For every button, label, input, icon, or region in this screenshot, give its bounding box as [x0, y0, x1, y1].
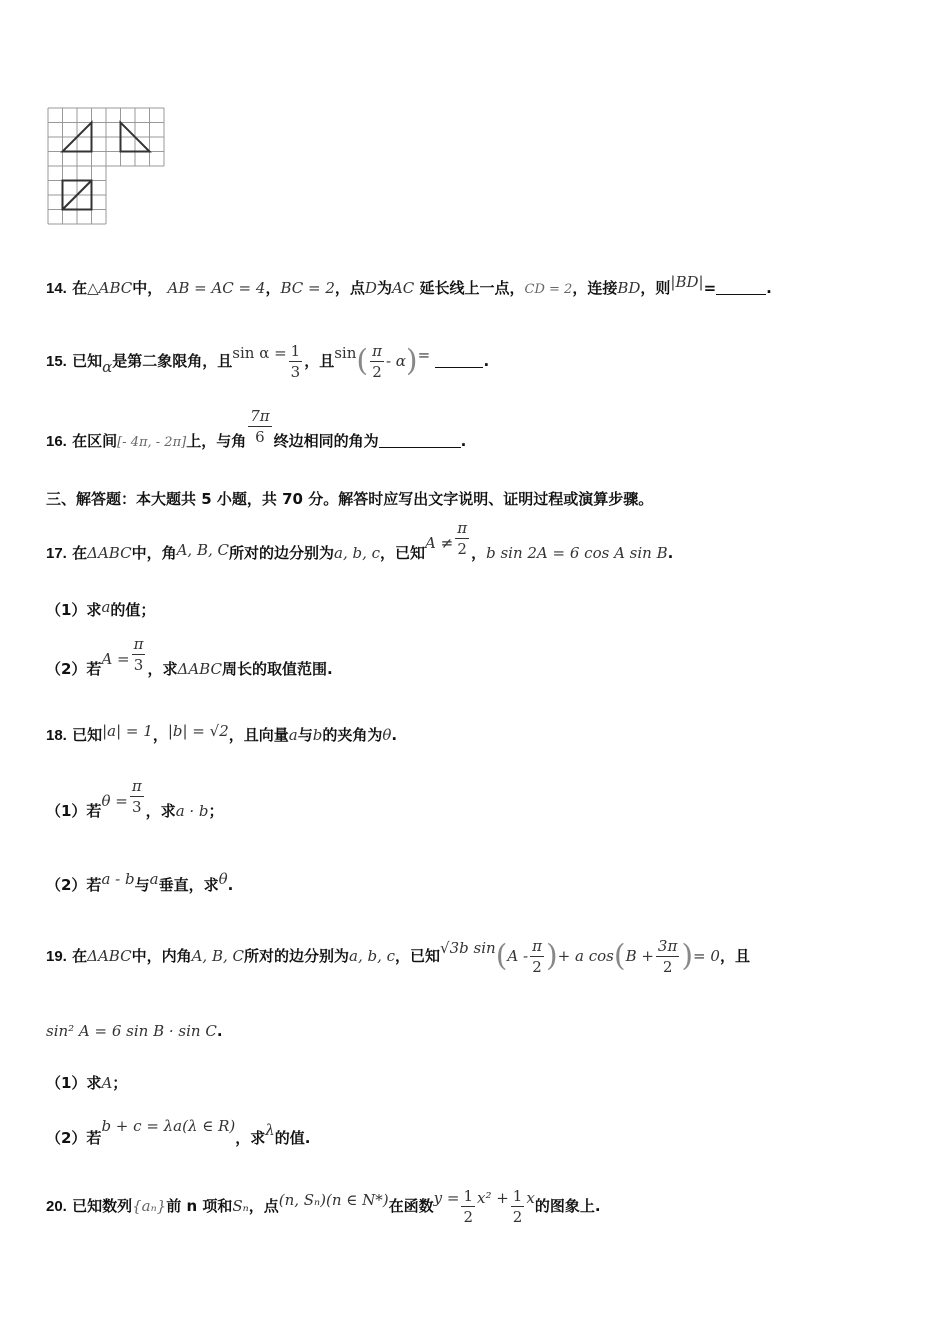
question-17-part-2: （2）若A = $\frac{\pi}{3}$ ，求ΔABC周长的取值范围. [46, 635, 333, 678]
section-heading: 三、解答题：本大题共 5 小题，共 70 分。解答时应写出文字说明、证明过程或演算步骤。 [46, 490, 654, 508]
fraction-pi-3: $\frac{\pi}{3}$ [131, 777, 142, 816]
fraction-pi-2: $\frac{\pi}{2}$ [532, 937, 542, 976]
question-14: 14. 在△ABC中， AB = AC = 4，BC = 2，点D为AC 延长线上一点，CD = 2，连接BD，则|BD|= . [46, 273, 772, 297]
answer-blank-16[interactable] [379, 433, 461, 448]
question-19-condition: sin² A = 6 sin B · sin C. [46, 1022, 223, 1040]
question-15: 15. 已知α是第二象限角，且sin α = $\frac{1}{3}$ ，且sin( $\frac{\pi}{2}$ - α)= . [46, 342, 490, 381]
question-19: 19. 在ΔABC中，内角A, B, C所对的边分别为a, b, c，已知√3b sin(A - $\frac{\pi}{2}$ )+ a cos(B + $\frac{3\pi}{2}$ )= 0，且 [46, 937, 750, 976]
question-19-part-2: （2）若b + c = λa(λ ∈ R)，求λ的值. [46, 1117, 311, 1147]
question-17-part-1: （1）求a的值； [46, 598, 156, 619]
answer-blank-14[interactable] [716, 280, 766, 295]
question-18: 18. 已知|a| = 1，|b| = √2，且向量a与b的夹角为θ. [46, 722, 398, 744]
fraction-1-3: $\frac{1}{3}$ [290, 342, 301, 381]
question-17: 17. 在ΔABC中，角A, B, C所对的边分别为a, b, c，已知A ≠ $\frac{\pi}{2}$ ，b sin 2A = 6 cos A sin B. [46, 519, 674, 562]
fraction-pi-3: $\frac{\pi}{3}$ [133, 635, 144, 674]
question-19-part-1: （1）求A； [46, 1074, 128, 1092]
fraction-pi-2: $\frac{\pi}{2}$ [372, 342, 382, 381]
question-16: 16. 在区间[- 4π, - 2π]上，与角 $\frac{7\pi}{6}$ 终边相同的角为 . [46, 407, 467, 450]
fraction-1-2: $\frac{1}{2}$ [463, 1187, 473, 1226]
grid-top-block [48, 108, 164, 166]
question-18-part-2: （2）若a - b与a垂直，求θ. [46, 870, 234, 894]
fraction-3pi-2: $\frac{3\pi}{2}$ [657, 937, 678, 976]
fraction-7pi-6: $\frac{7\pi}{6}$ [250, 407, 270, 446]
answer-blank-15[interactable] [435, 353, 483, 368]
grid-figure [47, 107, 167, 227]
question-18-part-1: （1）若θ = $\frac{\pi}{3}$ ，求a · b； [46, 777, 224, 820]
fraction-pi-2: $\frac{\pi}{2}$ [457, 519, 468, 558]
fraction-1-2-b: $\frac{1}{2}$ [512, 1187, 523, 1226]
question-20: 20. 已知数列{aₙ}前 n 项和Sₙ，点(n, Sₙ)(n ∈ N*)在函数y = $\frac{1}{2}$ x² + $\frac{1}{2}$ x的图象上. [46, 1187, 601, 1226]
